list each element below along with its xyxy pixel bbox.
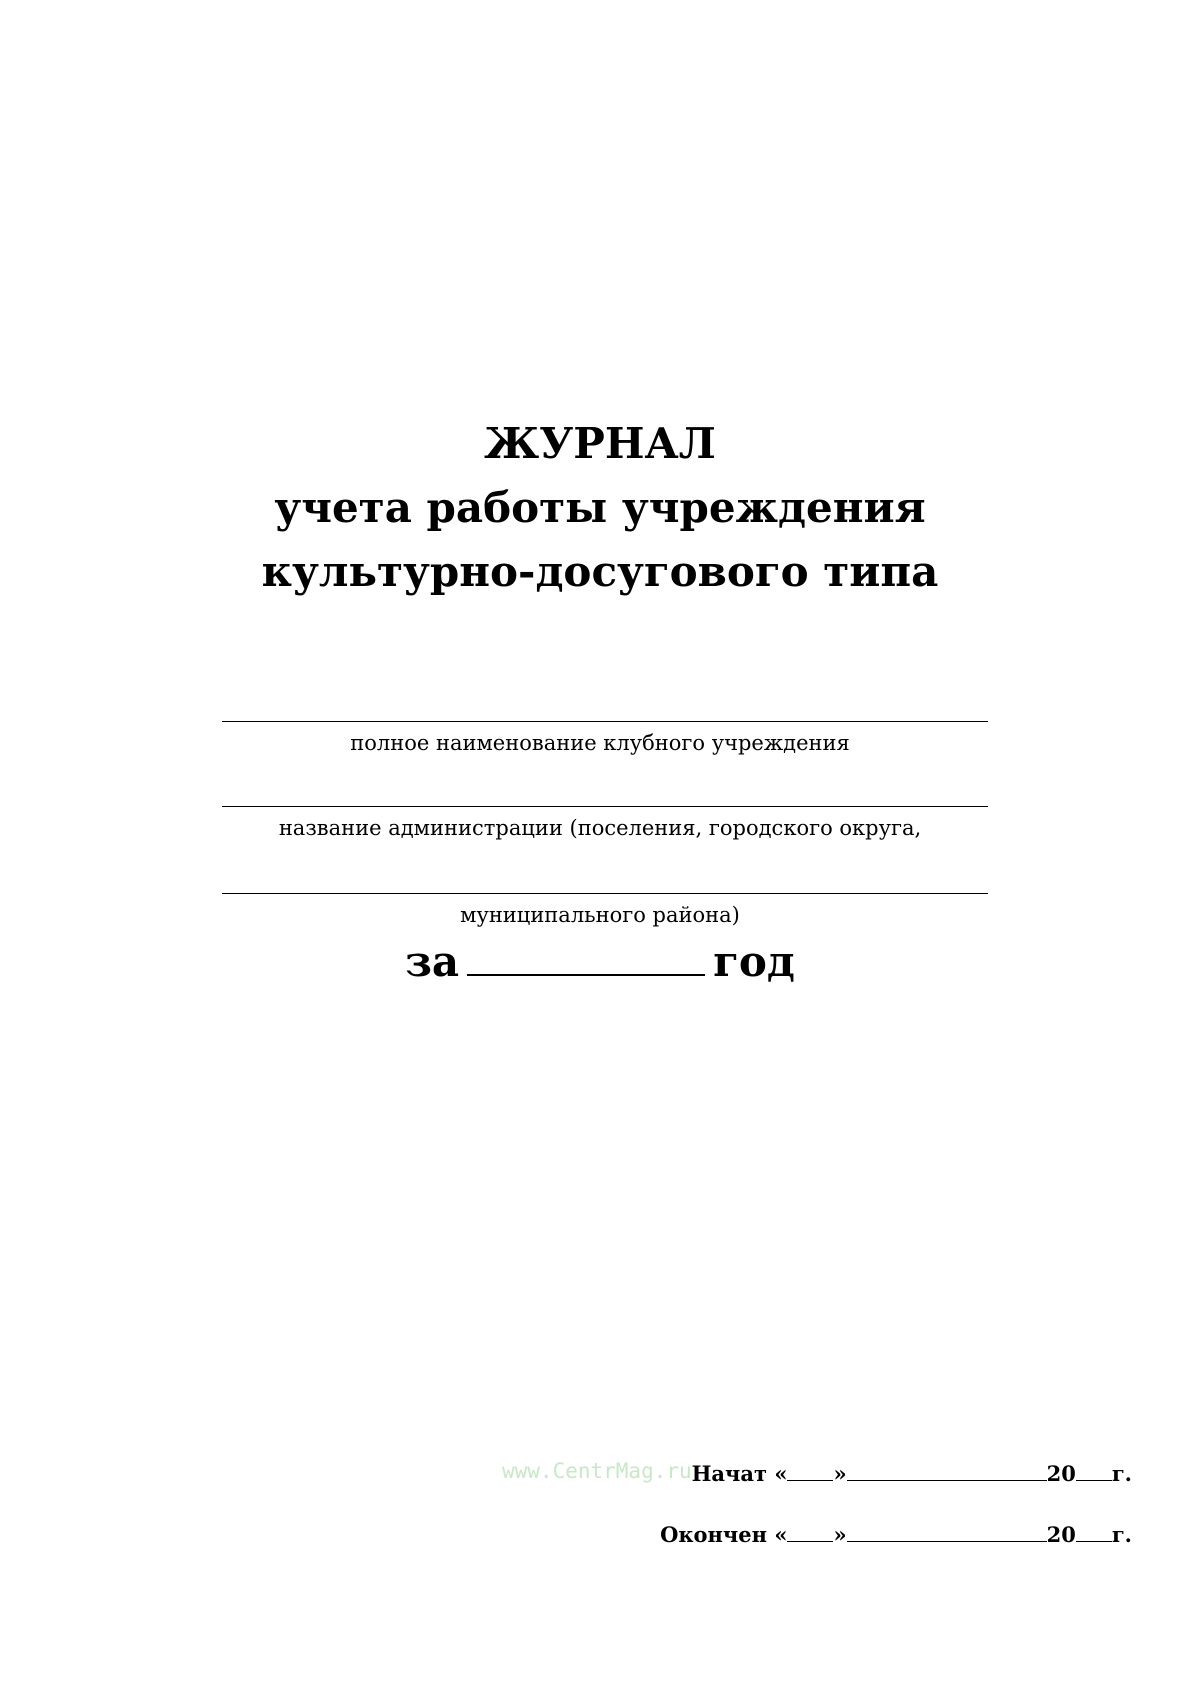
started-day-blank [787, 1462, 833, 1481]
finished-day-blank [787, 1523, 833, 1542]
started-date-row [692, 1461, 1132, 1487]
started-month-blank [847, 1462, 1047, 1481]
started-label: Начат « [691, 1461, 788, 1486]
document-title-block [0, 412, 1200, 604]
year-row [0, 936, 1200, 988]
year-blank-field [467, 936, 705, 976]
district-fill-line [222, 893, 988, 894]
finished-month-blank [847, 1523, 1047, 1542]
document-title: ЖУРНАЛ [484, 419, 716, 468]
finished-quote-close: » [833, 1522, 847, 1547]
finished-year-blank [1076, 1523, 1112, 1542]
finished-label: Окончен « [660, 1522, 788, 1547]
started-quote-close: » [833, 1461, 847, 1486]
started-year-suffix: г. [1111, 1461, 1132, 1486]
started-year-blank [1076, 1462, 1112, 1481]
watermark: www.CentrMag.ru [502, 1459, 692, 1483]
document-subtitle-line-2: культурно-досугового типа [261, 547, 939, 596]
year-prefix: за [405, 937, 460, 986]
finished-century: 20 [1046, 1522, 1076, 1547]
document-subtitle-line-1: учета работы учреждения [274, 483, 926, 532]
finished-date-row [660, 1522, 1132, 1548]
administration-name-fill-line [222, 806, 988, 807]
institution-name-caption: полное наименование клубного учреждения [350, 731, 850, 755]
administration-name-caption: название администрации (поселения, городского округа, [278, 816, 922, 840]
year-suffix: год [713, 937, 795, 986]
started-century: 20 [1046, 1461, 1076, 1486]
district-caption: муниципального района) [460, 903, 740, 927]
institution-name-fill-line [222, 721, 988, 722]
finished-year-suffix: г. [1111, 1522, 1132, 1547]
